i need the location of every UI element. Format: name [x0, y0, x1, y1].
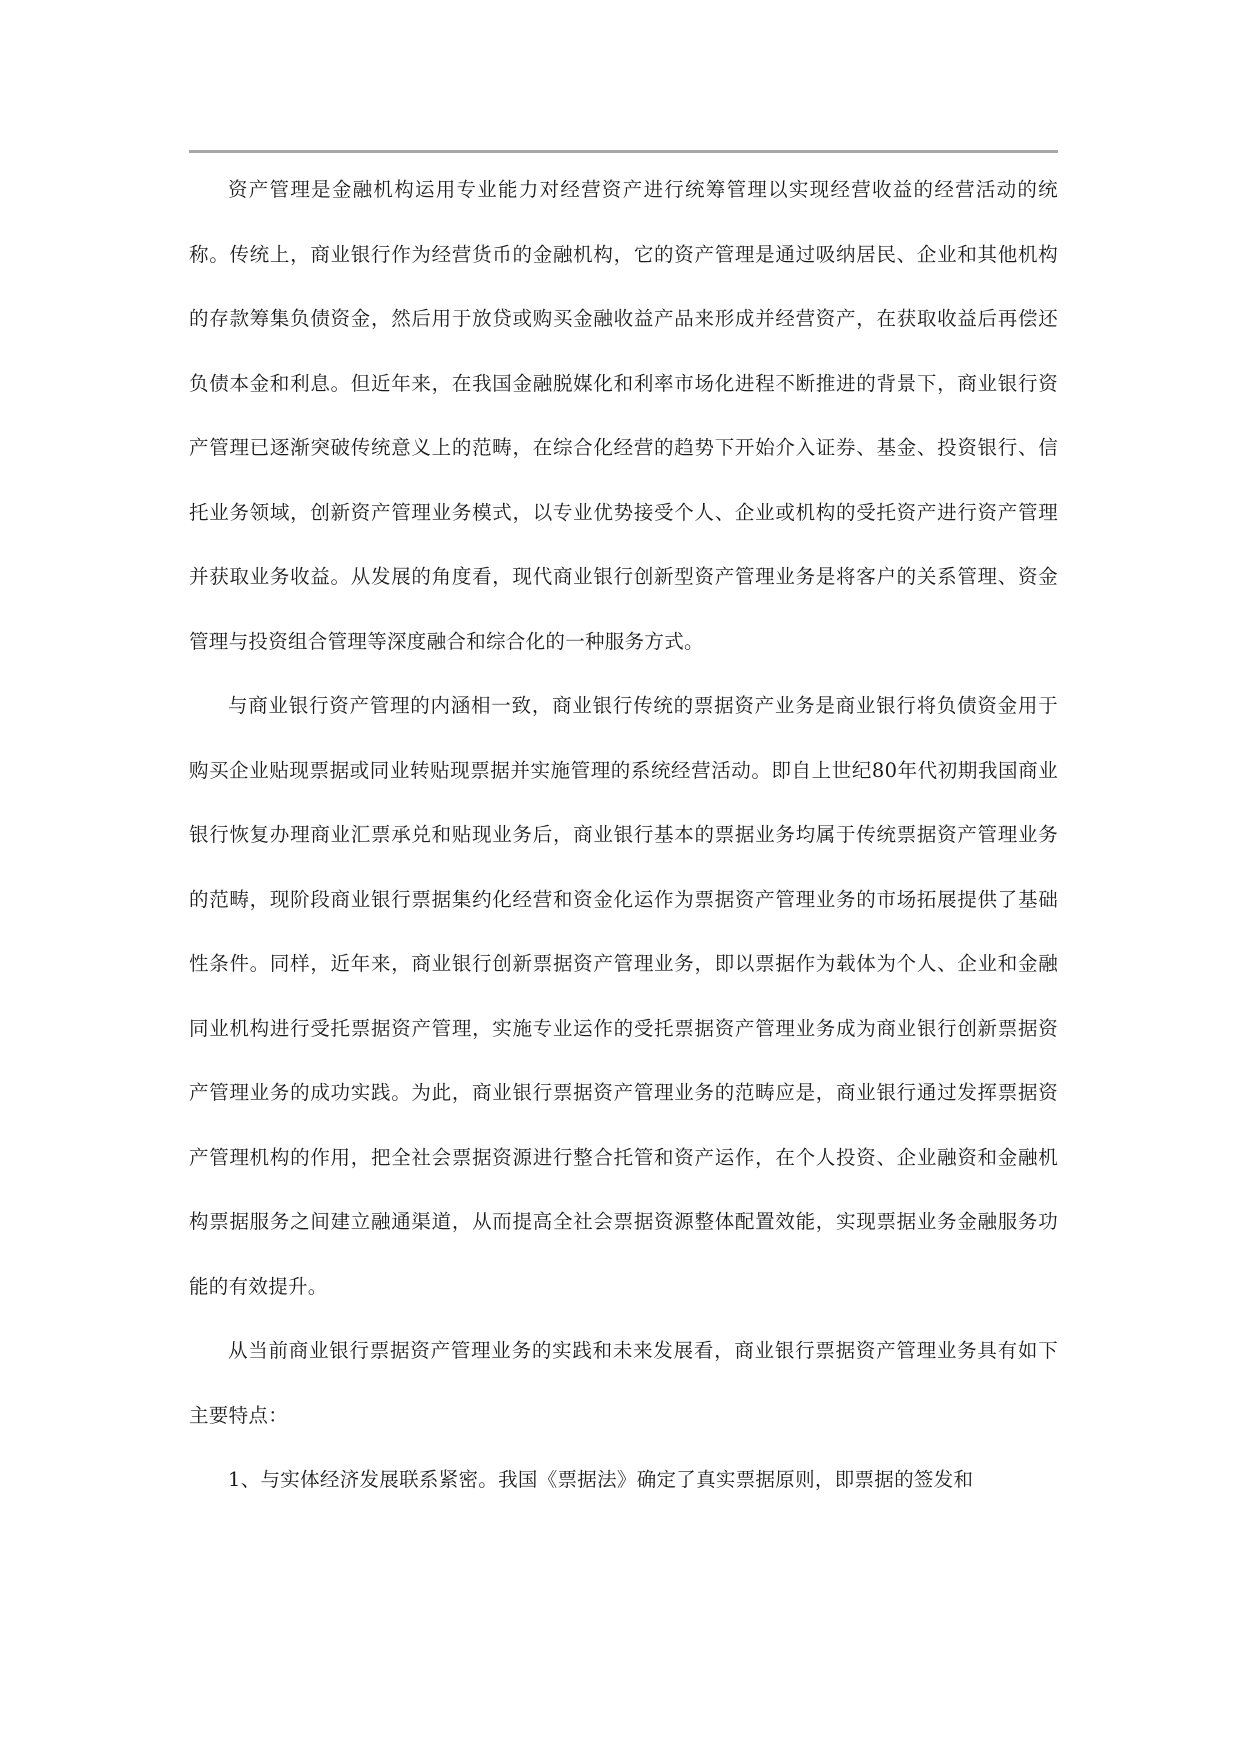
paragraph-bill-asset-business: 与商业银行资产管理的内涵相一致，商业银行传统的票据资产业务是商业银行将负债资金用于购买企业贴现票据或同业转贴现票据并实施管理的系统经营活动。即自上世纪80年代初期我国商业银行恢复办理商业汇票承兑和贴现业务后，商业银行基本的票据业务均属于传统票据资产管理业务的范畴，现阶段商业银行票据集约化经营和资金化运作为票据资产管理业务的市场拓展提供了基础性条件。同样，近年来，商业银行创新票据资产管理业务，即以票据作为载体为个人、企业和金融同业机构进行受托票据资产管理，实施专业运作的受托票据资产管理业务成为商业银行创新票据资产管理业务的成功实践。为此，商业银行票据资产管理业务的范畴应是，商业银行通过发挥票据资产管理机构的作用，把全社会票据资源进行整合托管和资产运作，在个人投资、企业融资和金融机构票据服务之间建立融通渠道，从而提高全社会票据资源整体配置效能，实现票据业务金融服务功能的有效提升。: [189, 694, 1058, 1298]
paragraph-feature-1: 1、与实体经济发展联系紧密。我国《票据法》确定了真实票据原则，即票据的签发和: [228, 1468, 974, 1491]
paragraph-asset-management-definition: 资产管理是金融机构运用专业能力对经营资产进行统筹管理以实现经营收益的经营活动的统称。传统上，商业银行作为经营货币的金融机构，它的资产管理是通过吸纳居民、企业和其他机构的存款筹集负债资金，然后用于放贷或购买金融收益产品来形成并经营资产，在获取收益后再偿还负债本金和利息。但近年来，在我国金融脱媒化和利率市场化进程不断推进的背景下，商业银行资产管理已逐渐突破传统意义上的范畴，在综合化经营的趋势下开始介入证券、基金、投资银行、信托业务领域，创新资产管理业务模式，以专业优势接受个人、企业或机构的受托资产进行资产管理并获取业务收益。从发展的角度看，现代商业银行创新型资产管理业务是将客户的关系管理、资金管理与投资组合管理等深度融合和综合化的一种服务方式。: [189, 178, 1058, 653]
document-body: [189, 158, 1058, 1513]
header-divider: [189, 150, 1058, 153]
paragraph-features-intro: 从当前商业银行票据资产管理业务的实践和未来发展看，商业银行票据资产管理业务具有如下主要特点：: [189, 1339, 1058, 1427]
